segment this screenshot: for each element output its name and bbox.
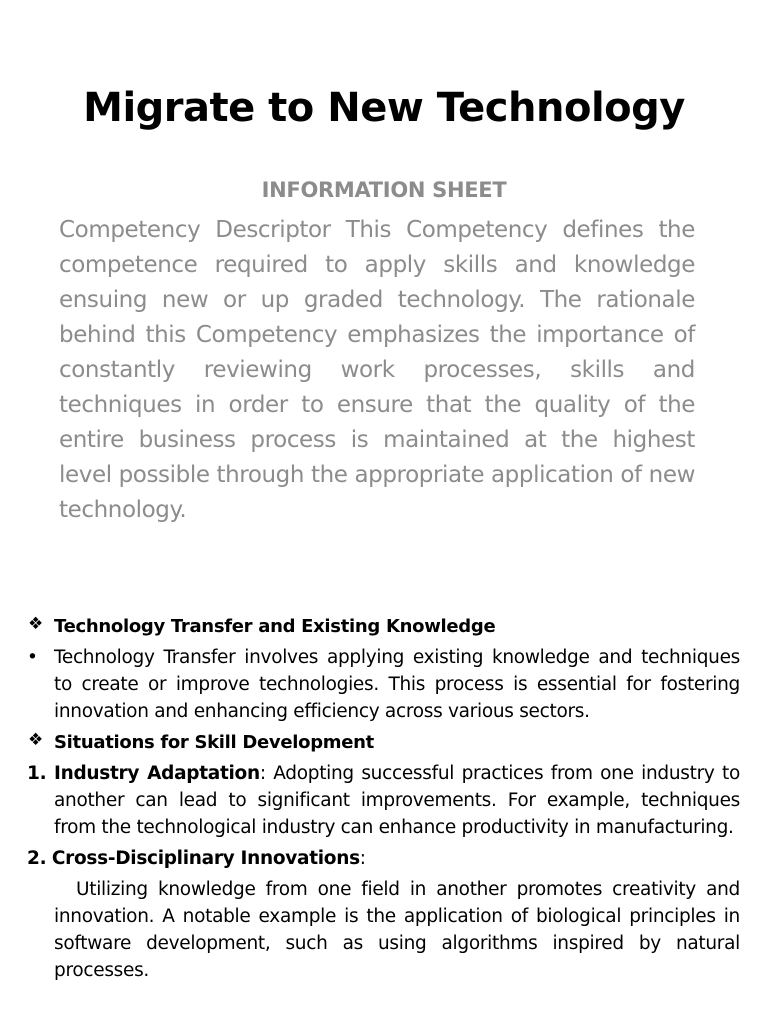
bullet-dot-icon: • xyxy=(27,647,38,668)
content-body xyxy=(27,613,740,984)
numbered-item-cross-disciplinary-text: Utilizing knowledge from one field in another promotes creativity and innovation. A notable example is the application of biological principles in software development, such as using algorithms inspired by natural processes. xyxy=(54,879,740,981)
bullet-point-text: Technology Transfer involves applying existing knowledge and techniques to create or improve technologies. This process is essential for fostering innovation and enhancing efficiency across various sectors. xyxy=(54,647,740,722)
section-heading-label: Technology Transfer and Existing Knowledge xyxy=(54,616,496,637)
numbered-item-cross-disciplinary-heading xyxy=(27,845,740,872)
item-number: 1. xyxy=(27,763,47,784)
item-colon: : xyxy=(359,848,366,869)
diamond-bullet-icon: ❖ xyxy=(28,614,43,634)
diamond-bullet-icon: ❖ xyxy=(28,730,43,750)
numbered-item-industry-adaptation xyxy=(27,760,740,841)
section-heading-situations xyxy=(27,729,740,756)
item-number: 2. xyxy=(27,848,47,869)
item-title: Cross-Disciplinary Innovations xyxy=(51,848,360,869)
section-heading-technology-transfer xyxy=(27,613,740,640)
item-title: Industry Adaptation xyxy=(54,763,260,784)
item-text: : Adopting successful practices from one industry to another can lead to significant improvements. For example, techniques from the technological industry can enhance productivity in manufacturing. xyxy=(54,763,740,838)
section-heading-label: Situations for Skill Development xyxy=(54,732,374,753)
page-title: Migrate to New Technology xyxy=(83,85,685,131)
information-sheet-heading: INFORMATION SHEET xyxy=(261,178,507,202)
bullet-point-technology-transfer xyxy=(27,644,740,725)
competency-descriptor-paragraph: Competency Descriptor This Competency defines the competence required to apply skills and knowledge ensuing new or up graded technology. The rationale behind this Competency emphasizes the importance of constantly reviewing work processes, skills and techniques in order to ensure that the quality of the entire business process is maintained at the highest level possible through the appropriate application of new technology. xyxy=(59,217,695,523)
